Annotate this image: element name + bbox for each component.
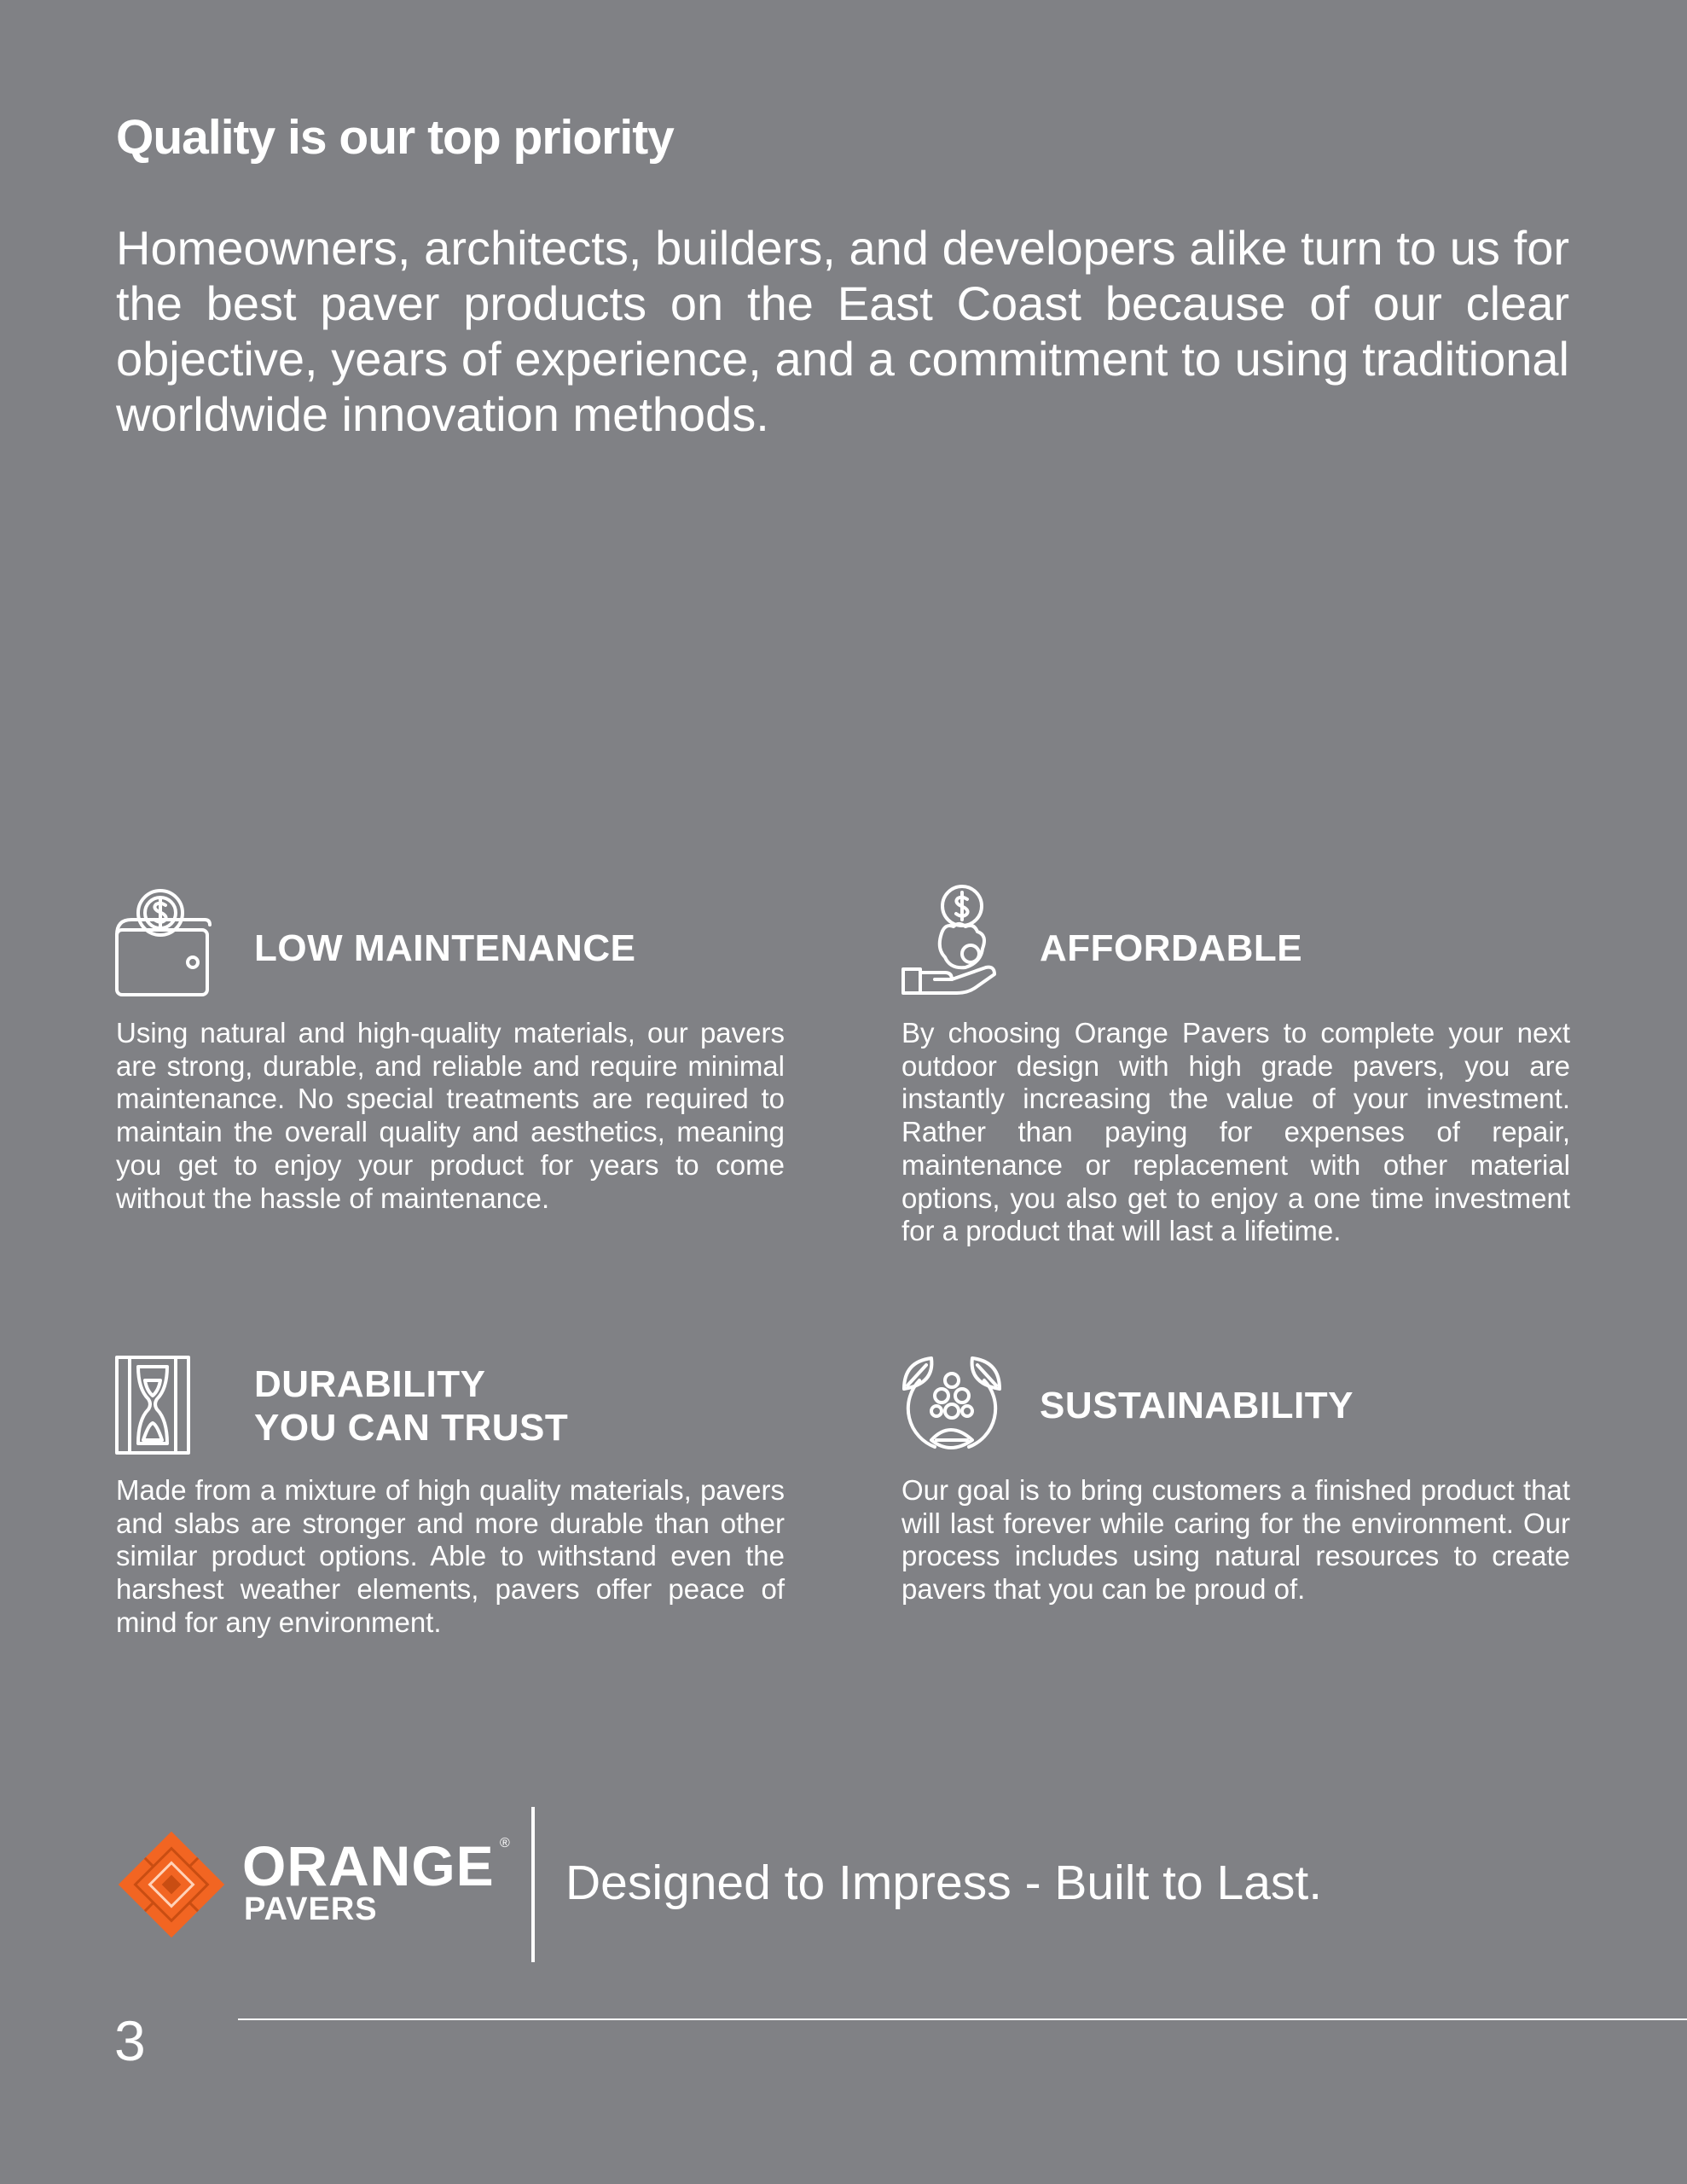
feature-title-durability-line1: DURABILITY [254, 1363, 486, 1405]
feature-text-durability: Made from a mixture of high quality materials, pavers and slabs are stronger and more durable than other similar product options. Able to withstand even the harshest weather elements, pavers offer peace of mind for any environment. [116, 1474, 785, 1638]
brand-logo-mark [114, 1829, 229, 1944]
wallet-coin-icon [114, 884, 215, 998]
brand-name: ORANGE [242, 1834, 495, 1897]
page-number: 3 [114, 2009, 146, 2072]
registered-mark: ® [500, 1836, 510, 1850]
feature-text-sustainability: Our goal is to bring customers a finished product that will last forever while caring for the environment. Our process includes using natural resources to create pavers that you can be proud of. [901, 1474, 1570, 1606]
brand-subname: PAVERS [244, 1891, 378, 1927]
hourglass-icon [114, 1355, 191, 1455]
feature-title-durability-line2: YOU CAN TRUST [254, 1407, 569, 1449]
feature-title-sustainability: SUSTAINABILITY [1040, 1385, 1354, 1426]
intro-paragraph: Homeowners, architects, builders, and developers alike turn to us for the best paver products on the East Coast because of our clear objective, years of experience, and a commitment to using traditional worldwide innovation methods. [116, 221, 1569, 441]
feature-text-low-maintenance: Using natural and high-quality materials, our pavers are strong, durable, and reliable and require minimal maintenance. No special treatments are required to maintain the overall quality and aesthetics, meaning you get to enjoy your product for years to come without the hassle of maintenance. [116, 1017, 785, 1214]
hand-money-icon [901, 884, 1003, 996]
brand-tagline: Designed to Impress - Built to Last. [565, 1856, 1323, 1910]
feature-title-affordable: AFFORDABLE [1040, 927, 1303, 969]
feature-title-low-maintenance: LOW MAINTENANCE [254, 927, 636, 969]
page-heading: Quality is our top priority [116, 110, 674, 165]
footer-divider [531, 1807, 535, 1962]
leaf-circle-icon [901, 1355, 1003, 1455]
feature-text-affordable: By choosing Orange Pavers to complete your next outdoor design with high grade pavers, you are instantly increasing the value of your investment. Rather than paying for expenses of repair, maintenance or replacement with other material options, you also get to enjoy a one time investment for a product that will last a lifetime. [901, 1017, 1570, 1247]
page-rule [238, 2018, 1687, 2020]
